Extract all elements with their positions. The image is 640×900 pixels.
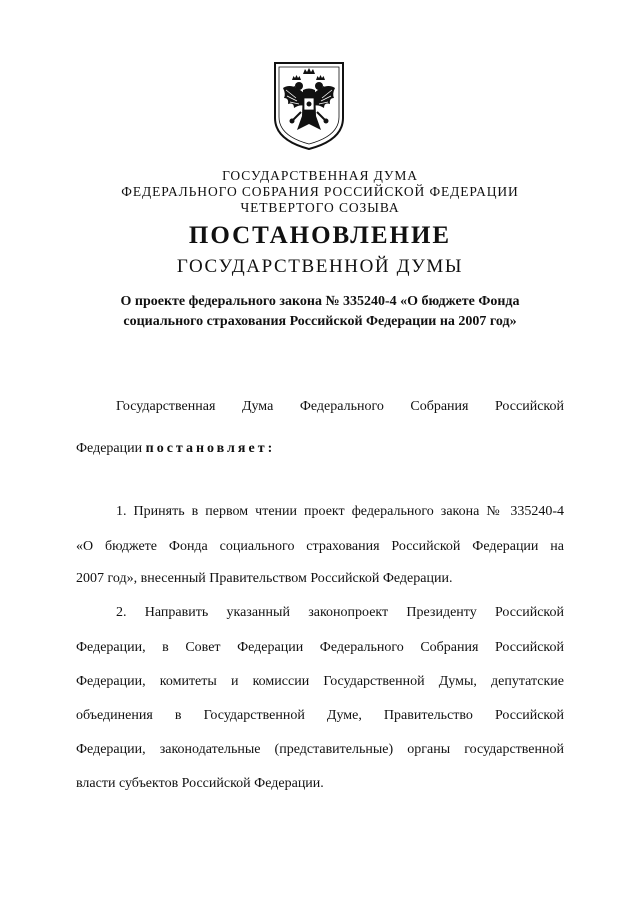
header-line-2: ФЕДЕРАЛЬНОГО СОБРАНИЯ РОССИЙСКОЙ ФЕДЕРАЦИИ	[121, 184, 519, 199]
item-2-line-1: 2. Направить указанный законопроект Президенту Российской	[116, 605, 564, 620]
coat-of-arms-icon	[272, 60, 346, 152]
item-2-line-3: Федерации, комитеты и комиссии Государственной Думы, депутатские	[76, 674, 564, 689]
subject-line-1: О проекте федерального закона № 335240-4 «О бюджете Фонда	[120, 294, 520, 309]
preamble-line-2	[76, 439, 564, 459]
header-line-1: ГОСУДАРСТВЕННАЯ ДУМА	[222, 168, 418, 183]
item-1-line-2: «О бюджете Фонда социального страхования Российской Федерации на	[76, 539, 564, 554]
item-2-line-6: власти субъектов Российской Федерации.	[76, 776, 324, 791]
item-2-line-5: Федерации, законодательные (представительные) органы государственной	[76, 742, 564, 757]
preamble-line-1: Государственная Дума Федерального Собрания Российской	[116, 399, 564, 414]
preamble-verb: постановляет:	[145, 441, 276, 456]
item-1-line-3: 2007 год», внесенный Правительством Российской Федерации.	[76, 571, 453, 586]
item-2-line-4: объединения в Государственной Думе, Правительство Российской	[76, 708, 564, 723]
document-title: ПОСТАНОВЛЕНИЕ	[188, 222, 452, 249]
item-2-line-2: Федерации, в Совет Федерации Федерального Собрания Российской	[76, 640, 564, 655]
subject-line-2: социального страхования Российской Федерации на 2007 год»	[123, 314, 517, 329]
item-1-line-1: 1. Принять в первом чтении проект федерального закона № 335240-4	[116, 504, 564, 519]
document-subtitle: ГОСУДАРСТВЕННОЙ ДУМЫ	[176, 256, 464, 277]
preamble-text: Федерации	[76, 441, 146, 456]
header-line-3: ЧЕТВЕРТОГО СОЗЫВА	[240, 200, 400, 215]
